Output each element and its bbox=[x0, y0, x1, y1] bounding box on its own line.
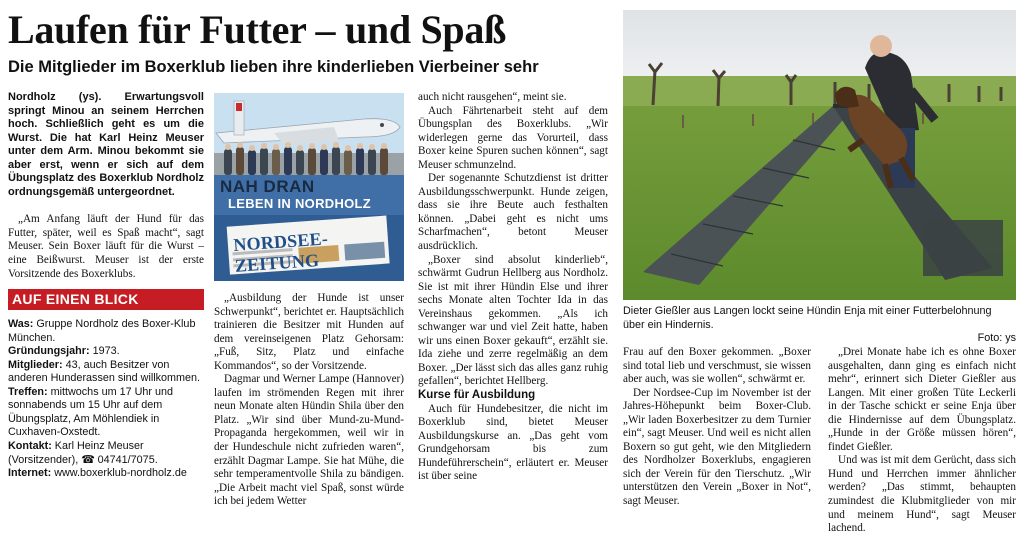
column-1 bbox=[8, 91, 204, 558]
column-3 bbox=[418, 91, 608, 558]
headline: Laufen für Futter – und Spaß bbox=[8, 7, 507, 52]
paragraph: Und was ist mit dem Gerücht, dass sich Hund und Herrchen immer ähnlicher werden? „Das stimmt, behaupten zumindest die Klubmitglieder von mir und meinem Hund“, sagt Meuser lachend. bbox=[828, 454, 1016, 535]
paragraph: Frau auf den Boxer gekommen. „Boxer sind total lieb und verschmust, sie wissen aber auch, was sie wollen“, schwärmt er. bbox=[623, 346, 811, 386]
fact-item: Kontakt: Karl Heinz Meuser (Vorsitzender), ☎ 04741/7075. bbox=[8, 440, 158, 466]
paragraph: „Ausbildung der Hunde ist unser Schwerpunkt“, berichtet er. Hauptsächlich trainieren die Besitzer mit Hunden auf dem vereinseigenen Platz Gehorsam: „Fuß, Sitz, Platz und einfache Kommandos“, so der Vorsitzende. bbox=[214, 292, 404, 372]
paragraph: „Drei Monate habe ich es ohne Boxer ausgehalten, dann ging es einfach nicht mehr“, erinnert sich Dieter Gießler aus Langen. Mit einer großen Tüte Leckerli in der Tasche schickt er seine Enja über die Hindernisse auf dem Übungsplatz. „Hunde in der Größe müssen hören“, findet Gießler. bbox=[828, 346, 1016, 453]
paragraph: „Boxer sind absolut kinderlieb“, schwärmt Gudrun Hellberg aus Nordholz. Sie ist mit ihrer Hündin Else und ihrer sechs Monate alten Tochter Ida in das Vereinshaus gekommen. „Als ich schwanger war und viel Zeit hatte, haben wir uns einen Boxer gekauft“, erzählt sie. Ida ziehe und zerre regelmäßig an dem Boxer. „Der lässt sich das alles ganz ruhig gefallen“, berichtet Hellberg. bbox=[418, 253, 608, 388]
column-5 bbox=[828, 346, 1016, 558]
paragraph: „Am Anfang läuft der Hund für das Futter, später, weil es Spaß macht“, sagt Meuser. Sein Boxer läuft für die Wurst – eine Beißwurst. Meuser ist der erste Vorsitzende des Boxerklubs. bbox=[8, 213, 204, 280]
paragraph: Der sogenannte Schutzdienst ist dritter Ausbildungsschwerpunkt. Hunde zeigen, dass sie ihre Beute auch festhalten können. „Dabei geht es nicht ums Scharfmachen“, betont Meuser ausdrücklich. bbox=[418, 172, 608, 253]
paragraph: Dagmar und Werner Lampe (Hannover) laufen im strömenden Regen mit ihrer neun Monate alten Hündin Shila über den Platz. „Wir sind über Mund-zu-Mund-Propaganda hergekommen, weil wir in der Hundeschule nicht zufrieden waren“, erzählt Dagmar Lampe. Sie hat Mühe, die sehr temperamentvolle Shila zu bändigen. „Die Arbeit macht viel Spaß, sonst würde ich bei jedem Wetter bbox=[214, 373, 404, 508]
fact-item: Internet: www.boxerklub-nordholz.de bbox=[8, 467, 187, 480]
teaser-image bbox=[214, 93, 404, 281]
dog-agility-image bbox=[623, 10, 1016, 300]
photo-caption bbox=[623, 305, 1016, 346]
photo-credit: Foto: ys bbox=[977, 332, 1016, 344]
fact-item: Mitglieder: 43, auch Besitzer von anderen Hunderassen sind willkommen. bbox=[8, 358, 201, 385]
teaser-title: NAH DRAN bbox=[220, 177, 315, 196]
info-box-title: AUF EINEN BLICK bbox=[8, 289, 204, 310]
paragraph: auch nicht rausgehen“, meint sie. bbox=[418, 91, 567, 103]
column-4 bbox=[623, 346, 811, 558]
subheadline: Die Mitglieder im Boxerklub lieben ihre kinderlieben Vierbeiner sehr bbox=[8, 58, 539, 76]
paragraph: Auch Fährtenarbeit steht auf dem Übungsplan des Boxerklubs. „Wir widerlegen gerne das Vorurteil, dass Boxer keine Spuren suchen können“, sagt Meuser schmunzelnd. bbox=[418, 104, 608, 171]
dog-training-photo bbox=[623, 10, 1016, 300]
caption-text: Dieter Gießler aus Langen lockt seine Hündin Enja mit einer Futterbelohnung über ein Hindernis. bbox=[623, 305, 992, 331]
section-heading: Kurse für Ausbildung bbox=[418, 389, 536, 402]
teaser-subtitle: LEBEN IN NORDHOLZ bbox=[228, 196, 372, 211]
fact-item: Was: Gruppe Nordholz des Boxer-Klub München. bbox=[8, 318, 196, 344]
fact-item: Gründungsjahr: 1973. bbox=[8, 345, 120, 358]
info-box-facts bbox=[8, 318, 204, 481]
newspaper-logo: NORDSEE-ZEITUNG bbox=[232, 228, 329, 276]
paragraph: Auch für Hundebesitzer, die nicht im Boxerklub sind, bietet Meuser Ausbildungskurse an. „Das geht vom Grundgehorsam bis zum Hundeführerschein“, erläutert er. Meuser ist über seine bbox=[418, 402, 608, 483]
fact-item: Treffen: mittwochs um 17 Uhr und sonnabends um 15 Uhr auf dem Übungsplatz, Am Möhlendiek in Cuxhaven-Oxstedt. bbox=[8, 385, 174, 439]
paragraph: Der Nordsee-Cup im November ist der Jahres-Höhepunkt beim Boxer-Club. „Wir laden Boxerbesitzer zu dem Turnier ein“, sagt Meuser. Und weil es nicht allen Boxern so gut geht, wie den Mitgliedern des Nordholzer Boxerklubs, engagieren sich der Verein für den Tierschutz. „Wir unterstützen den Verein „Boxer in Not“, sagt Meuser. bbox=[623, 386, 811, 508]
lead-paragraph: Nordholz (ys). Erwartungsvoll springt Minou an seinem Herrchen hoch. Schließlich geht es um die Wurst. Die hat Karl Heinz Meuser unter dem Arm. Minou bekommt sie aber erst, wenn er sich auf dem Übungsplatz des Boxerklub Nordholz ordnungsgemäß untergeordnet. bbox=[8, 91, 204, 198]
column-2 bbox=[214, 292, 404, 558]
website-link[interactable]: www.boxerklub-nordholz.de bbox=[51, 467, 187, 480]
